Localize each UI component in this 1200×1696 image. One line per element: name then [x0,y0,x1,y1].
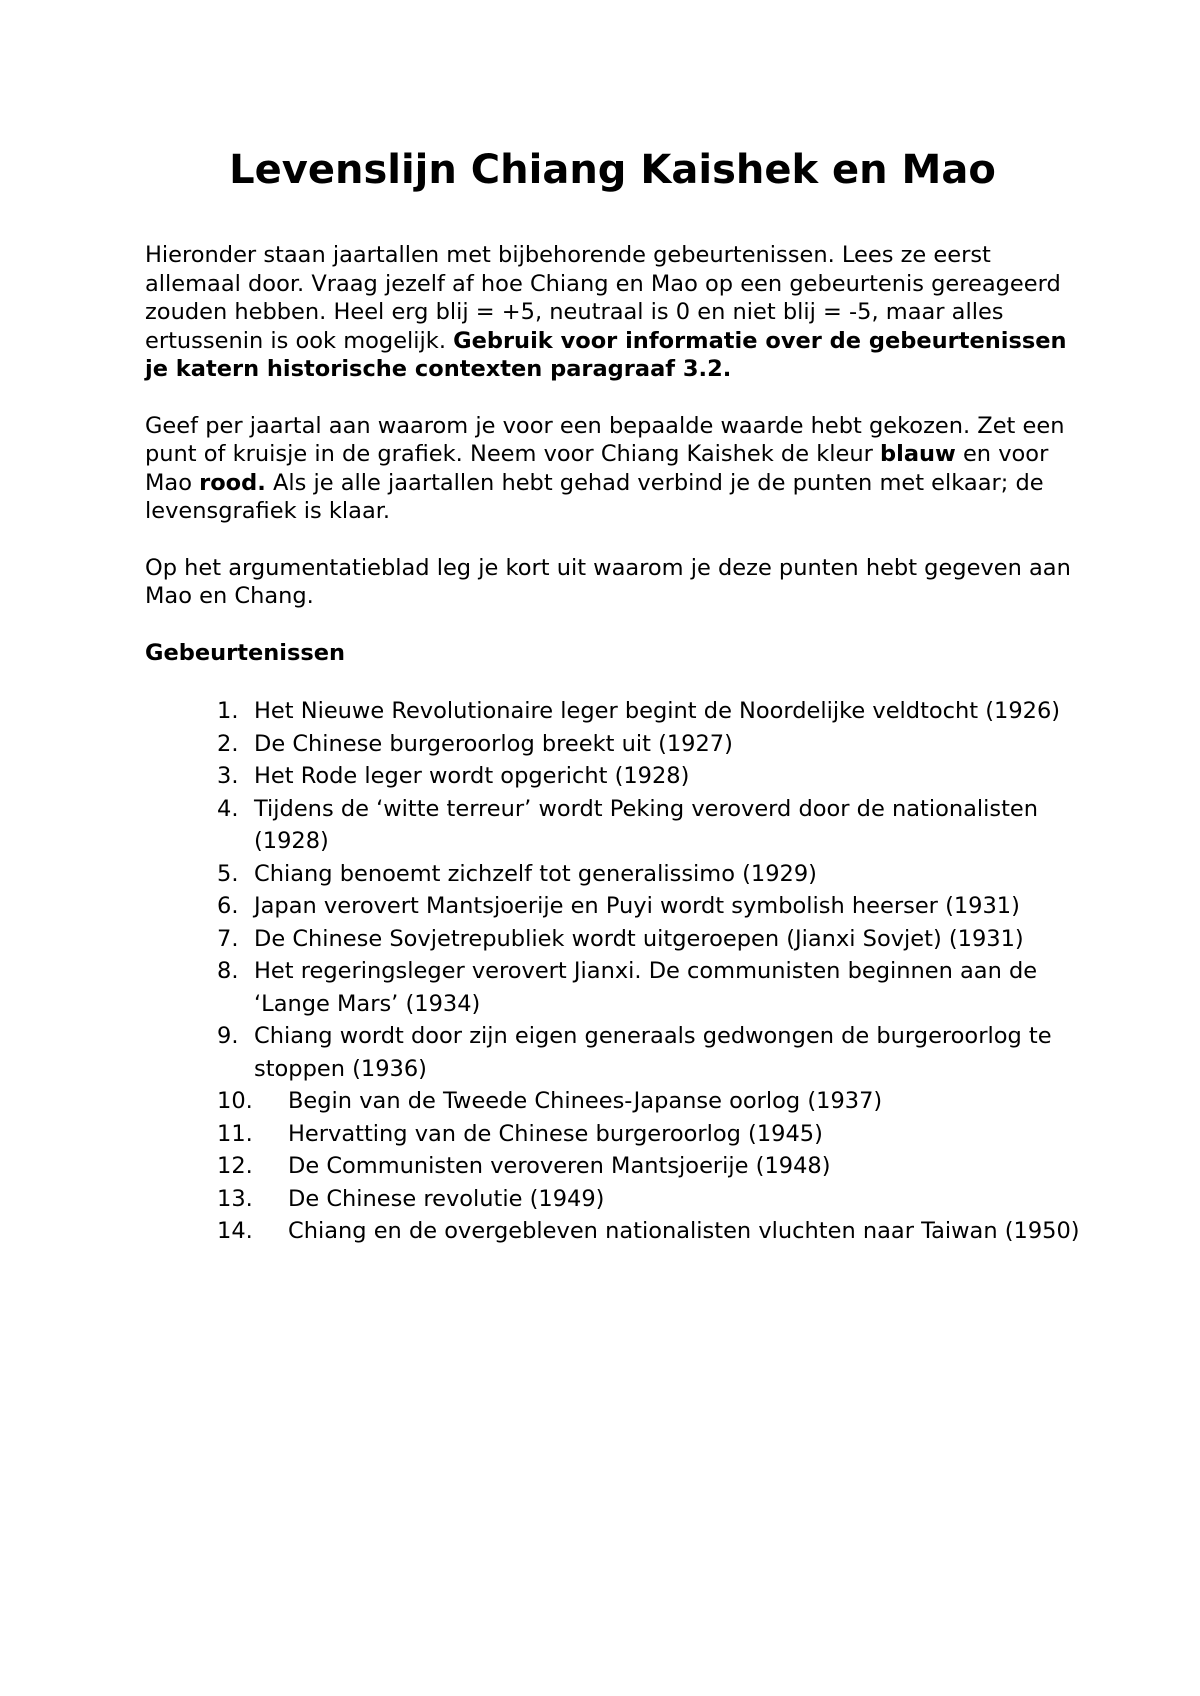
list-item-number: 12. [217,1153,253,1179]
list-item-text: Tijdens de ‘witte terreur’ wordt Peking veroverd door de nationalisten (1928) [254,795,1039,854]
list-item-text: De Communisten veroveren Mantsjoerije (1948) [288,1153,831,1179]
list-item-text: Begin van de Tweede Chinees-Japanse oorlog (1937) [288,1088,883,1114]
list-item [145,793,1080,858]
events-list [145,695,1080,1248]
document-page [145,145,1080,1248]
intro-text: Hieronder staan jaartallen met bijbehorende gebeurtenissen. Lees ze eerst allemaal door. Vraag jezelf af hoe Chiang en Mao op een gebeurtenis gereageerd zouden hebben. Heel erg blij = +5, neutraal is 0 en niet blij = -5, maar alles ertussenin is ook mogelijk. [145,242,1061,354]
list-item-number: 9. [217,1023,239,1049]
list-item-text: De Chinese burgeroorlog breekt uit (1927) [254,730,733,757]
list-item [145,955,1080,1020]
list-item-number: 7. [217,925,239,952]
list-item-number: 8. [217,958,239,984]
list-item-number: 2. [217,730,239,757]
list-item-text: Het Rode leger wordt opgericht (1928) [254,763,690,789]
page-title: Levenslijn Chiang Kaishek en Mao [229,147,996,193]
list-item-text: Het Nieuwe Revolutionaire leger begint de Noordelijke veldtocht (1926) [254,698,1061,724]
list-item [145,923,1080,956]
list-item [145,1020,1080,1085]
list-item [145,858,1080,891]
list-item-text: Japan verovert Mantsjoerije en Puyi wordt symbolish heerser (1931) [254,893,1020,919]
list-item-text: Chiang benoemt zichzelf tot generalissimo (1929) [254,860,817,887]
instruction-text-3: Als je alle jaartallen hebt gehad verbind je de punten met elkaar; de levensgrafiek is klaar. [145,469,1044,524]
list-item-number: 1. [217,698,239,724]
color-red-label: rood. [199,469,266,496]
list-item-text: De Chinese revolutie (1949) [288,1185,605,1212]
list-item-text: Chiang en de overgebleven nationalisten vluchten naar Taiwan (1950) [288,1218,1080,1244]
list-item [145,1215,1080,1248]
list-item-text: De Chinese Sovjetrepubliek wordt uitgeroepen (Jianxi Sovjet) (1931) [254,925,1024,952]
list-item-number: 10. [217,1088,253,1114]
list-item-text: Chiang wordt door zijn eigen generaals gedwongen de burgeroorlog te stoppen (1936) [254,1023,1052,1082]
intro-paragraph-3: Op het argumentatieblad leg je kort uit waarom je deze punten hebt gegeven aan Mao en Chang. [145,554,1071,609]
list-item [145,1183,1080,1216]
list-item-number: 3. [217,763,239,789]
color-blue-label: blauw [880,441,956,467]
list-item [145,1118,1080,1151]
list-item [145,728,1080,761]
intro-paragraph-2 [145,412,1080,526]
section-heading: Gebeurtenissen [145,639,346,666]
list-item [145,695,1080,728]
instruction-text-1: Geef per jaartal aan waarom je voor een bepaalde waarde hebt gekozen. Zet een punt of kruisje in de grafiek. Neem voor Chiang Kaishek de kleur [145,412,1065,467]
list-item-text: Het regeringsleger verovert Jianxi. De communisten beginnen aan de ‘Lange Mars’ (1934) [254,958,1038,1017]
instruction-text-2: en voor Mao [145,441,1049,496]
list-item-number: 4. [217,795,239,822]
intro-paragraph-1 [145,241,1080,384]
list-item-text: Hervatting van de Chinese burgeroorlog (1945) [288,1120,823,1147]
list-item-number: 5. [217,860,239,887]
list-item [145,1150,1080,1183]
list-item-number: 11. [217,1120,253,1147]
list-item-number: 6. [217,893,239,919]
list-item [145,1085,1080,1118]
intro-bold-instruction: Gebruik voor informatie over de gebeurtenissen je katern historische contexten paragraaf 3.2. [145,327,1067,382]
list-item [145,890,1080,923]
list-item-number: 14. [217,1218,253,1244]
list-item [145,760,1080,793]
list-item-number: 13. [217,1185,253,1212]
